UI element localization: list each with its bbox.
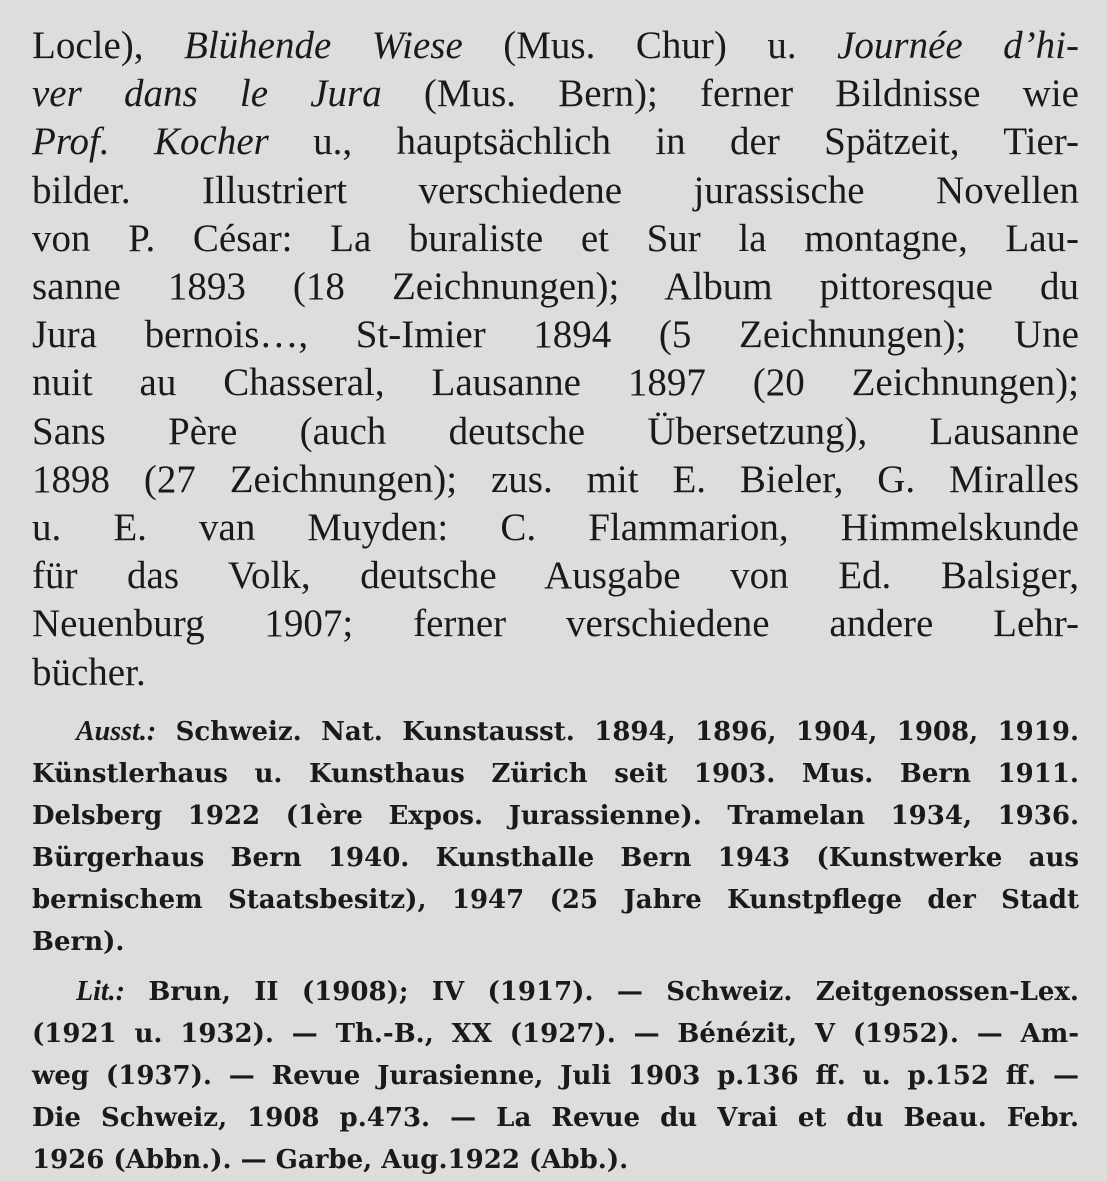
text-line: [32, 504, 1079, 552]
exhibitions-note: [32, 711, 1079, 963]
italic-text: Blühende Wiese: [184, 24, 463, 67]
text-line: [32, 1097, 1079, 1139]
text-run: von P. César: La buraliste et Sur la montagne, Lau-: [32, 216, 1079, 260]
italic-text: Journée d’hi-: [837, 24, 1079, 67]
text-line: [32, 359, 1079, 407]
text-line: [32, 118, 1079, 166]
text-run: (1921 u. 1932). — Th.-B., XX (1927). — Bénézit, V (1952). — Am-: [32, 1018, 1079, 1049]
text-run: weg (1937). — Revue Jurasienne, Juli 1903 p.136 ff. u. p.152 ff. —: [32, 1060, 1079, 1091]
text-line: [32, 552, 1079, 600]
text-run: Bürgerhaus Bern 1940. Kunsthalle Bern 1943 (Kunstwerke aus: [32, 842, 1079, 873]
text-run: Schweiz. Nat. Kunstausst. 1894, 1896, 1904, 1908, 1919.: [156, 716, 1079, 747]
text-line: [32, 167, 1079, 215]
text-line: [32, 263, 1079, 311]
text-line: [32, 456, 1079, 504]
text-run: Locle),: [32, 24, 185, 67]
text-run: Neuenburg 1907; ferner verschiedene andere Lehr-: [32, 602, 1079, 646]
text-run: u., hauptsächlich in der Spätzeit, Tier-: [268, 120, 1079, 164]
literature-note: [32, 971, 1079, 1181]
text-run: nuit au Chasseral, Lausanne 1897 (20 Zeichnungen);: [32, 361, 1079, 405]
italic-text: Lit.:: [76, 975, 125, 1007]
text-line: [32, 795, 1079, 837]
text-line: [32, 311, 1079, 359]
text-line: [32, 921, 1079, 963]
italic-text: Prof. Kocher: [32, 120, 269, 164]
text-run: 1898 (27 Zeichnungen); zus. mit E. Bieler, G. Miralles: [32, 457, 1079, 501]
text-line: [32, 408, 1079, 456]
italic-text: Ausst.:: [76, 715, 157, 747]
text-line: [32, 837, 1079, 879]
biography-paragraph: [32, 22, 1079, 697]
text-line: [32, 1139, 1079, 1181]
text-run: Sans Père (auch deutsche Übersetzung), Lausanne: [32, 409, 1079, 453]
text-run: Jura bernois…, St-Imier 1894 (5 Zeichnungen); Une: [32, 313, 1079, 357]
text-run: für das Volk, deutsche Ausgabe von Ed. Balsiger,: [32, 554, 1079, 598]
text-run: Brun, II (1908); IV (1917). — Schweiz. Zeitgenossen-Lex.: [125, 976, 1079, 1007]
text-line: [32, 971, 1079, 1013]
italic-text: ver dans le Jura: [32, 72, 382, 116]
text-line: [32, 1013, 1079, 1055]
text-run: sanne 1893 (18 Zeichnungen); Album pittoresque du: [32, 265, 1079, 309]
text-line: [32, 753, 1079, 795]
text-line: [32, 215, 1079, 263]
text-run: Die Schweiz, 1908 p.473. — La Revue du Vrai et du Beau. Febr.: [32, 1102, 1079, 1133]
text-line: [32, 600, 1079, 648]
text-run: Delsberg 1922 (1ère Expos. Jurassienne). Tramelan 1934, 1936.: [32, 800, 1079, 831]
text-run: 1926 (Abbn.). — Garbe, Aug.1922 (Abb.).: [32, 1144, 629, 1175]
text-run: bernischem Staatsbesitz), 1947 (25 Jahre Kunstpflege der Stadt: [32, 884, 1079, 915]
text-line: [32, 1055, 1079, 1097]
text-line: [32, 22, 1079, 70]
text-line: [32, 879, 1079, 921]
text-run: (Mus. Bern); ferner Bildnisse wie: [381, 72, 1079, 116]
text-run: (Mus. Chur) u.: [462, 24, 838, 67]
text-line: [32, 70, 1079, 118]
text-run: Künstlerhaus u. Kunsthaus Zürich seit 1903. Mus. Bern 1911.: [32, 758, 1079, 789]
text-line: [32, 711, 1079, 753]
text-run: bilder. Illustriert verschiedene jurassische Novellen: [32, 168, 1079, 212]
text-run: Bern).: [32, 926, 125, 957]
text-line: [32, 649, 1079, 697]
text-run: u. E. van Muyden: C. Flammarion, Himmelskunde: [32, 506, 1079, 550]
text-run: bücher.: [32, 650, 146, 694]
